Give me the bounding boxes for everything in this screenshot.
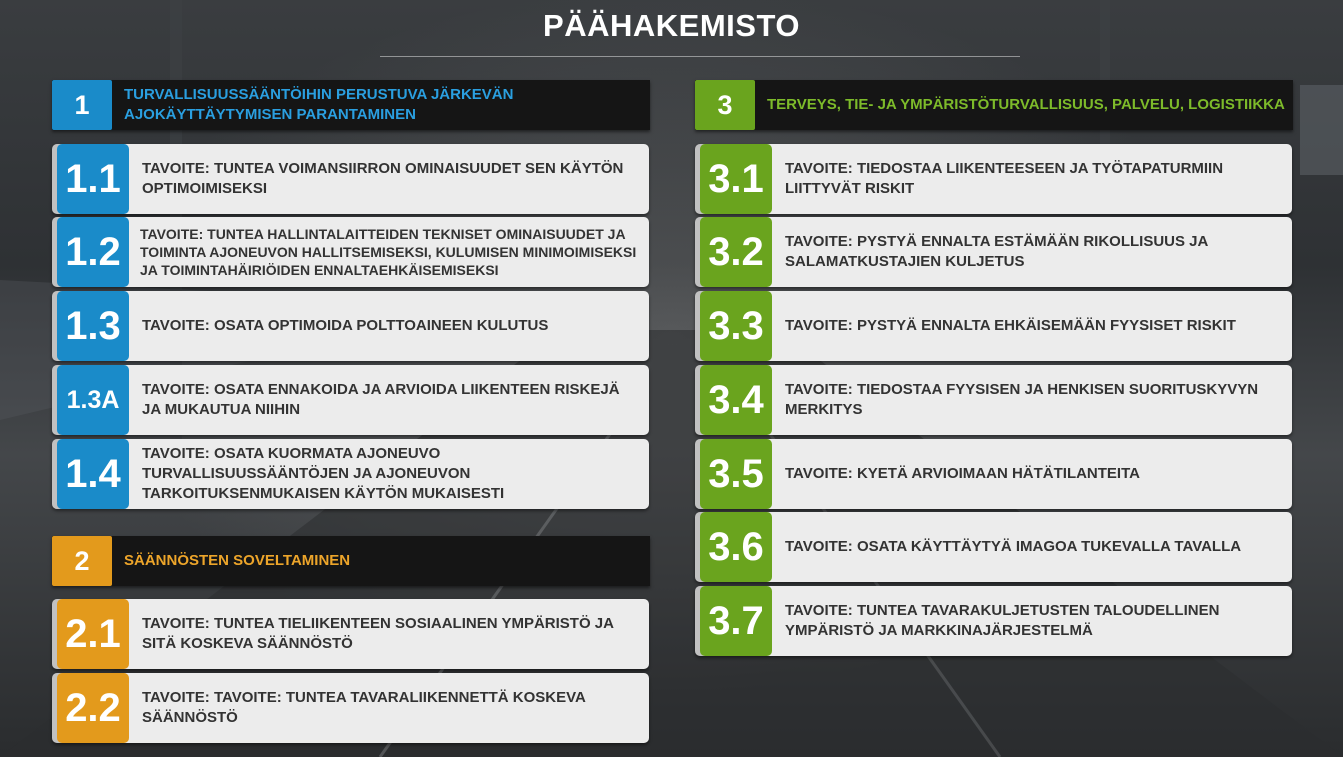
- objective-code-badge: 3.7: [700, 586, 772, 656]
- section-title: TURVALLISUUSSÄÄNTÖIHIN PERUSTUVA JÄRKEVÄN AJOKÄYTTÄYTYMISEN PARANTAMINEN: [124, 86, 514, 123]
- objective-text: TAVOITE: TUNTEA TIELIIKENTEEN SOSIAALINEN YMPÄRISTÖ JA SITÄ KOSKEVA SÄÄNNÖSTÖ: [142, 615, 614, 652]
- objective-code-badge: 1.1: [57, 144, 129, 214]
- section-header-1: [52, 80, 650, 130]
- objective-code-badge: 2.1: [57, 599, 129, 669]
- objective-card-2-1[interactable]: [52, 599, 649, 669]
- section-number-badge: 1: [52, 80, 112, 130]
- objective-card-1-3a[interactable]: [52, 365, 649, 435]
- objective-card-3-6[interactable]: [695, 512, 1292, 582]
- objective-text: TAVOITE: TUNTEA VOIMANSIIRRON OMINAISUUDET SEN KÄYTÖN OPTIMOIMISEKSI: [142, 160, 624, 197]
- objective-code-badge: 3.5: [700, 439, 772, 509]
- section-title: SÄÄNNÖSTEN SOVELTAMINEN: [124, 552, 351, 569]
- objective-card-1-4[interactable]: [52, 439, 649, 509]
- page-title: PÄÄHAKEMISTO: [543, 8, 800, 43]
- objective-code-badge: 3.4: [700, 365, 772, 435]
- section-header-2: [52, 536, 650, 586]
- title-divider: [380, 56, 1020, 57]
- objective-code-badge: 1.4: [57, 439, 129, 509]
- section-number-badge: 2: [52, 536, 112, 586]
- objective-card-3-7[interactable]: [695, 586, 1292, 656]
- objective-card-1-3[interactable]: [52, 291, 649, 361]
- objective-code-badge: 3.1: [700, 144, 772, 214]
- objective-text: TAVOITE: PYSTYÄ ENNALTA ESTÄMÄÄN RIKOLLISUUS JA SALAMATKUSTAJIEN KULJETUS: [785, 233, 1208, 270]
- objective-text: TAVOITE: TIEDOSTAA LIIKENTEESEEN JA TYÖTAPATURMIIN LIITTYVÄT RISKIT: [785, 160, 1224, 197]
- objective-code-badge: 3.2: [700, 217, 772, 287]
- objective-card-1-2[interactable]: [52, 217, 649, 287]
- objective-text: TAVOITE: OSATA KÄYTTÄYTYÄ IMAGOA TUKEVALLA TAVALLA: [785, 538, 1242, 555]
- section-title: TERVEYS, TIE- JA YMPÄRISTÖTURVALLISUUS, PALVELU, LOGISTIIKKA: [767, 96, 1285, 113]
- objective-text: TAVOITE: KYETÄ ARVIOIMAAN HÄTÄTILANTEITA: [785, 465, 1140, 482]
- objective-card-3-4[interactable]: [695, 365, 1292, 435]
- objective-card-3-1[interactable]: [695, 144, 1292, 214]
- objective-card-3-5[interactable]: [695, 439, 1292, 509]
- objective-code-badge: 3.6: [700, 512, 772, 582]
- objective-code-badge: 2.2: [57, 673, 129, 743]
- objective-code-badge: 1.3: [57, 291, 129, 361]
- objective-card-3-2[interactable]: [695, 217, 1292, 287]
- objective-code-badge: 1.2: [57, 217, 129, 287]
- section-number-badge: 3: [695, 80, 755, 130]
- objective-text: TAVOITE: TAVOITE: TUNTEA TAVARALIIKENNETTÄ KOSKEVA SÄÄNNÖSTÖ: [142, 689, 586, 726]
- objective-card-3-3[interactable]: [695, 291, 1292, 361]
- objective-code-badge: 3.3: [700, 291, 772, 361]
- objective-card-1-1[interactable]: [52, 144, 649, 214]
- objective-text: TAVOITE: TIEDOSTAA FYYSISEN JA HENKISEN SUORITUSKYVYN MERKITYS: [785, 381, 1259, 418]
- objective-text: TAVOITE: OSATA OPTIMOIDA POLTTOAINEEN KULUTUS: [142, 317, 549, 334]
- objective-text: TAVOITE: OSATA ENNAKOIDA JA ARVIOIDA LIIKENTEEN RISKEJÄ JA MUKAUTUA NIIHIN: [142, 381, 620, 418]
- objective-text: TAVOITE: OSATA KUORMATA AJONEUVO TURVALLISUUSSÄÄNTÖJEN JA AJONEUVON TARKOITUKSENMUKAISEN KÄYTÖN MUKAISESTI: [142, 445, 505, 502]
- objective-card-2-2[interactable]: [52, 673, 649, 743]
- objective-text: TAVOITE: TUNTEA HALLINTALAITTEIDEN TEKNISET OMINAISUUDET JA TOIMINTA AJONEUVON HALLITSEMISEKSI, KULUMISEN MINIMOIMISEKSI JA TOIMINTAHÄIRIÖIDEN ENNALTAEHKÄISEMISEKSI: [140, 226, 637, 278]
- objective-code-badge: 1.3A: [57, 365, 129, 435]
- section-header-3: [695, 80, 1293, 130]
- objective-text: TAVOITE: TUNTEA TAVARAKULJETUSTEN TALOUDELLINEN YMPÄRISTÖ JA MARKKINAJÄRJESTELMÄ: [785, 602, 1220, 639]
- objective-text: TAVOITE: PYSTYÄ ENNALTA EHKÄISEMÄÄN FYYSISET RISKIT: [785, 317, 1236, 334]
